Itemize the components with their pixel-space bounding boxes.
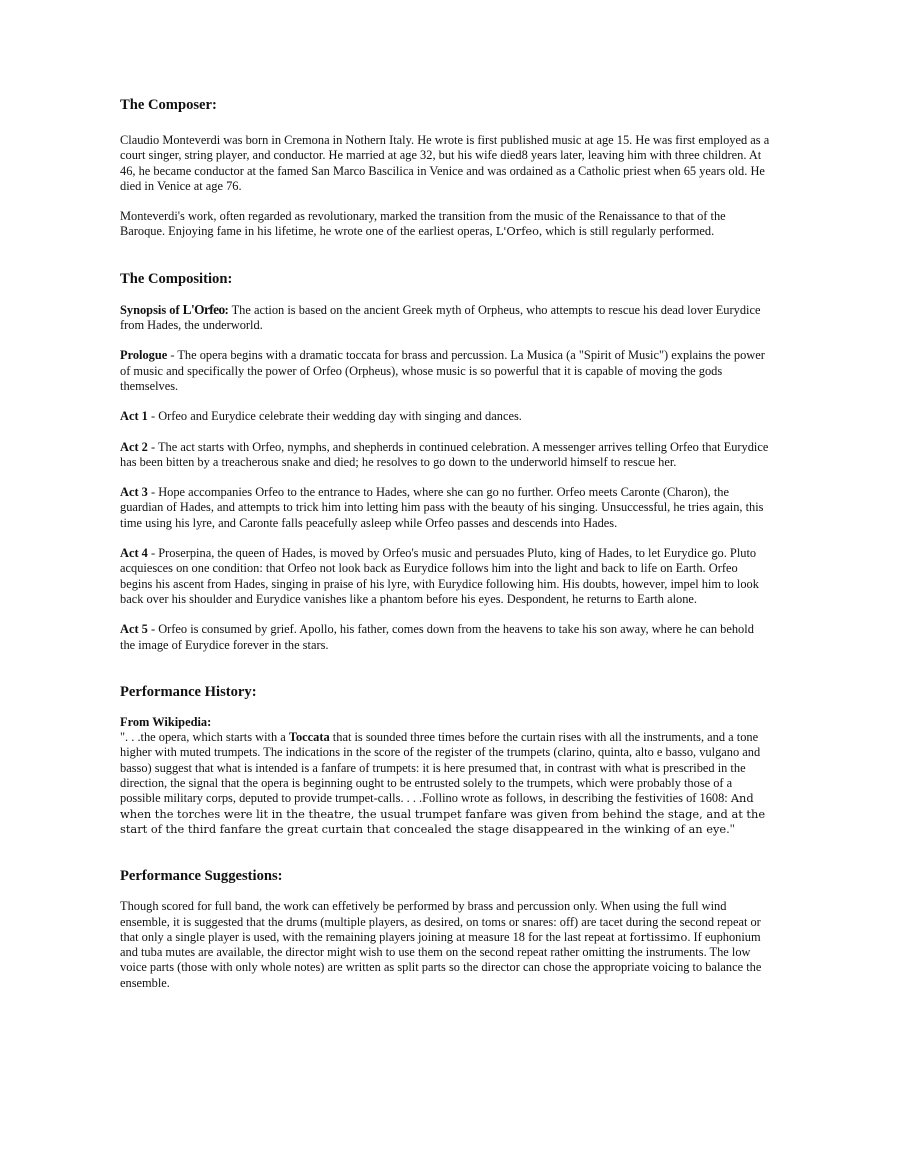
section-label: Prologue bbox=[120, 348, 168, 363]
synopsis-label: Synopsis of bbox=[120, 302, 183, 317]
composer-heading: The Composer: bbox=[120, 97, 217, 113]
section-act-1 bbox=[120, 409, 772, 424]
composer-p2-text: Monteverdi's work, often regarded as revolutionary, marked the transition from the music of the Renaissance to that of the Baroque. Enjoying fame in his lifetime, he wrote one of the earliest operas, bbox=[120, 209, 726, 239]
section-text: - The act starts with Orfeo, nymphs, and shepherds in continued celebration. A messenger arrives telling Orfeo that Eurydice has been bitten by a treacherous snake and died; he resolves to go down to the underworld himself to rescue her. bbox=[120, 439, 769, 469]
section-act-2 bbox=[120, 440, 772, 471]
section-text: - Hope accompanies Orfeo to the entrance to Hades, where she can go no further. Orfeo meets Caronte (Charon), the guardian of Hades, and attempts to trick him into letting him pass with the beauty of his singing. Unsuccessful, he tries again, this time using his lyre, and Caronte falls peacefully asleep while Orfeo passes and descends into Hades. bbox=[120, 485, 764, 530]
quote-end: " bbox=[729, 821, 735, 836]
section-label: Act 1 bbox=[120, 409, 148, 424]
section-act-3 bbox=[120, 485, 772, 531]
suggestions-text: Though scored for full band, the work can effetively be performed by brass and percussion only. When using the full wind ensemble, it is suggested that the drums (multiple players, as desired, on toms or snares: off) are tacet during the second repeat or that only a single player is used, with the remaining players joining at measure 18 for the last repeat at bbox=[120, 899, 761, 944]
suggestions-heading: Performance Suggestions: bbox=[120, 868, 283, 885]
composer-paragraph-1: Claudio Monteverdi was born in Cremona in Nothern Italy. He wrote is first published music at age 15. He was first employed as a court singer, string player, and conductor. He married at age 32, but his wife died8 years later, leaving him with three children. At 46, he became conductor at the famed San Marco Bascilica in Venice and was ordained as a Catholic priest when 65 years old. He died in Venice at age 76. bbox=[120, 133, 770, 193]
opera-title: L'Orfeo bbox=[495, 224, 540, 239]
toccata-term: Toccata bbox=[288, 730, 330, 745]
suggestions-paragraph bbox=[120, 899, 772, 991]
composer-p2-text-end: , which is still regularly performed. bbox=[539, 224, 715, 239]
history-heading: Performance History: bbox=[120, 683, 257, 700]
history-quote bbox=[120, 730, 772, 837]
quote-text: ". . .the opera, which starts with a bbox=[120, 730, 289, 745]
document-page bbox=[120, 96, 772, 991]
source-label: From Wikipedia: bbox=[120, 714, 212, 729]
dynamic-marking: fortissimo bbox=[629, 929, 688, 944]
section-text: - Orfeo and Eurydice celebrate their wedding day with singing and dances. bbox=[147, 409, 522, 424]
section-text: - The opera begins with a dramatic toccata for brass and percussion. La Musica (a "Spirit of Music") explains the power of music and specifically the power of Orfeo (Orpheus), whose music is so powerful that it is capable of moving the gods themselves. bbox=[120, 348, 765, 393]
synopsis-paragraph bbox=[120, 302, 772, 334]
history-source bbox=[120, 715, 772, 730]
section-label: Act 2 bbox=[120, 439, 148, 454]
quote-text: that is sounded three times before the curtain rises with all the instruments, and a tone higher with muted trumpets. The indications in the score of the register of the trumpets (clarino, quinta, alto e basso, vulgano and basso) suggest that what is intended is a fanfare of trumpets: it is here presumed that, in contrast with what is prescribed in the direction, the signal that the opera is beginning ought to be entrusted solely to the trumpets, which were probably those of a possible military corps, deputed to provide trumpet-calls. . . .Follino wrote as follows, in describing the festivities of 1608: bbox=[120, 730, 761, 806]
synopsis-title: L'Orfeo bbox=[182, 301, 225, 317]
suggestions-text-end: . If euphonium and tuba mutes are available, the director might wish to use them on the second repeat rather omitting the instruments. The low voice parts (those with only whole notes) are written as split parts so the director can chose the appropriate voicing to balance the ensemble. bbox=[120, 929, 762, 990]
composer-paragraph-2 bbox=[120, 209, 772, 240]
section-act-4 bbox=[120, 546, 772, 607]
quote-excerpt: And when the torches were lit in the theatre, the usual trumpet fanfare was given from behind the stage, and at the start of the third fanfare the great curtain that concealed the stage disappeared in the winking of an eye. bbox=[120, 791, 766, 836]
synopsis-text: The action is based on the ancient Greek myth of Orpheus, who attempts to rescue his dead lover Eurydice from Hades, the underworld. bbox=[120, 302, 761, 333]
section-prologue bbox=[120, 348, 772, 394]
section-text: - Orfeo is consumed by grief. Apollo, his father, comes down from the heavens to take his son away, where he can behold the image of Eurydice forever in the stars. bbox=[120, 622, 754, 652]
section-label: Act 5 bbox=[120, 622, 148, 637]
section-act-5 bbox=[120, 622, 772, 653]
section-label: Act 3 bbox=[120, 485, 148, 500]
synopsis-colon: : bbox=[224, 302, 229, 317]
section-text: - Proserpina, the queen of Hades, is moved by Orfeo's music and persuades Pluto, king of Hades, to let Eurydice go. Pluto acquiesces on one condition: that Orfeo not look back as Eurydice follows him into the light and back to life on Earth. Orfeo begins his ascent from Hades, singing in praise of his lyre, with Eurydice following him. His doubts, however, impel him to look back over his shoulder and Eurydice vanishes like a phantom before his eyes. Despondent, he returns to Earth alone. bbox=[120, 546, 759, 606]
composition-heading: The Composition: bbox=[120, 270, 233, 287]
section-label: Act 4 bbox=[120, 546, 148, 561]
